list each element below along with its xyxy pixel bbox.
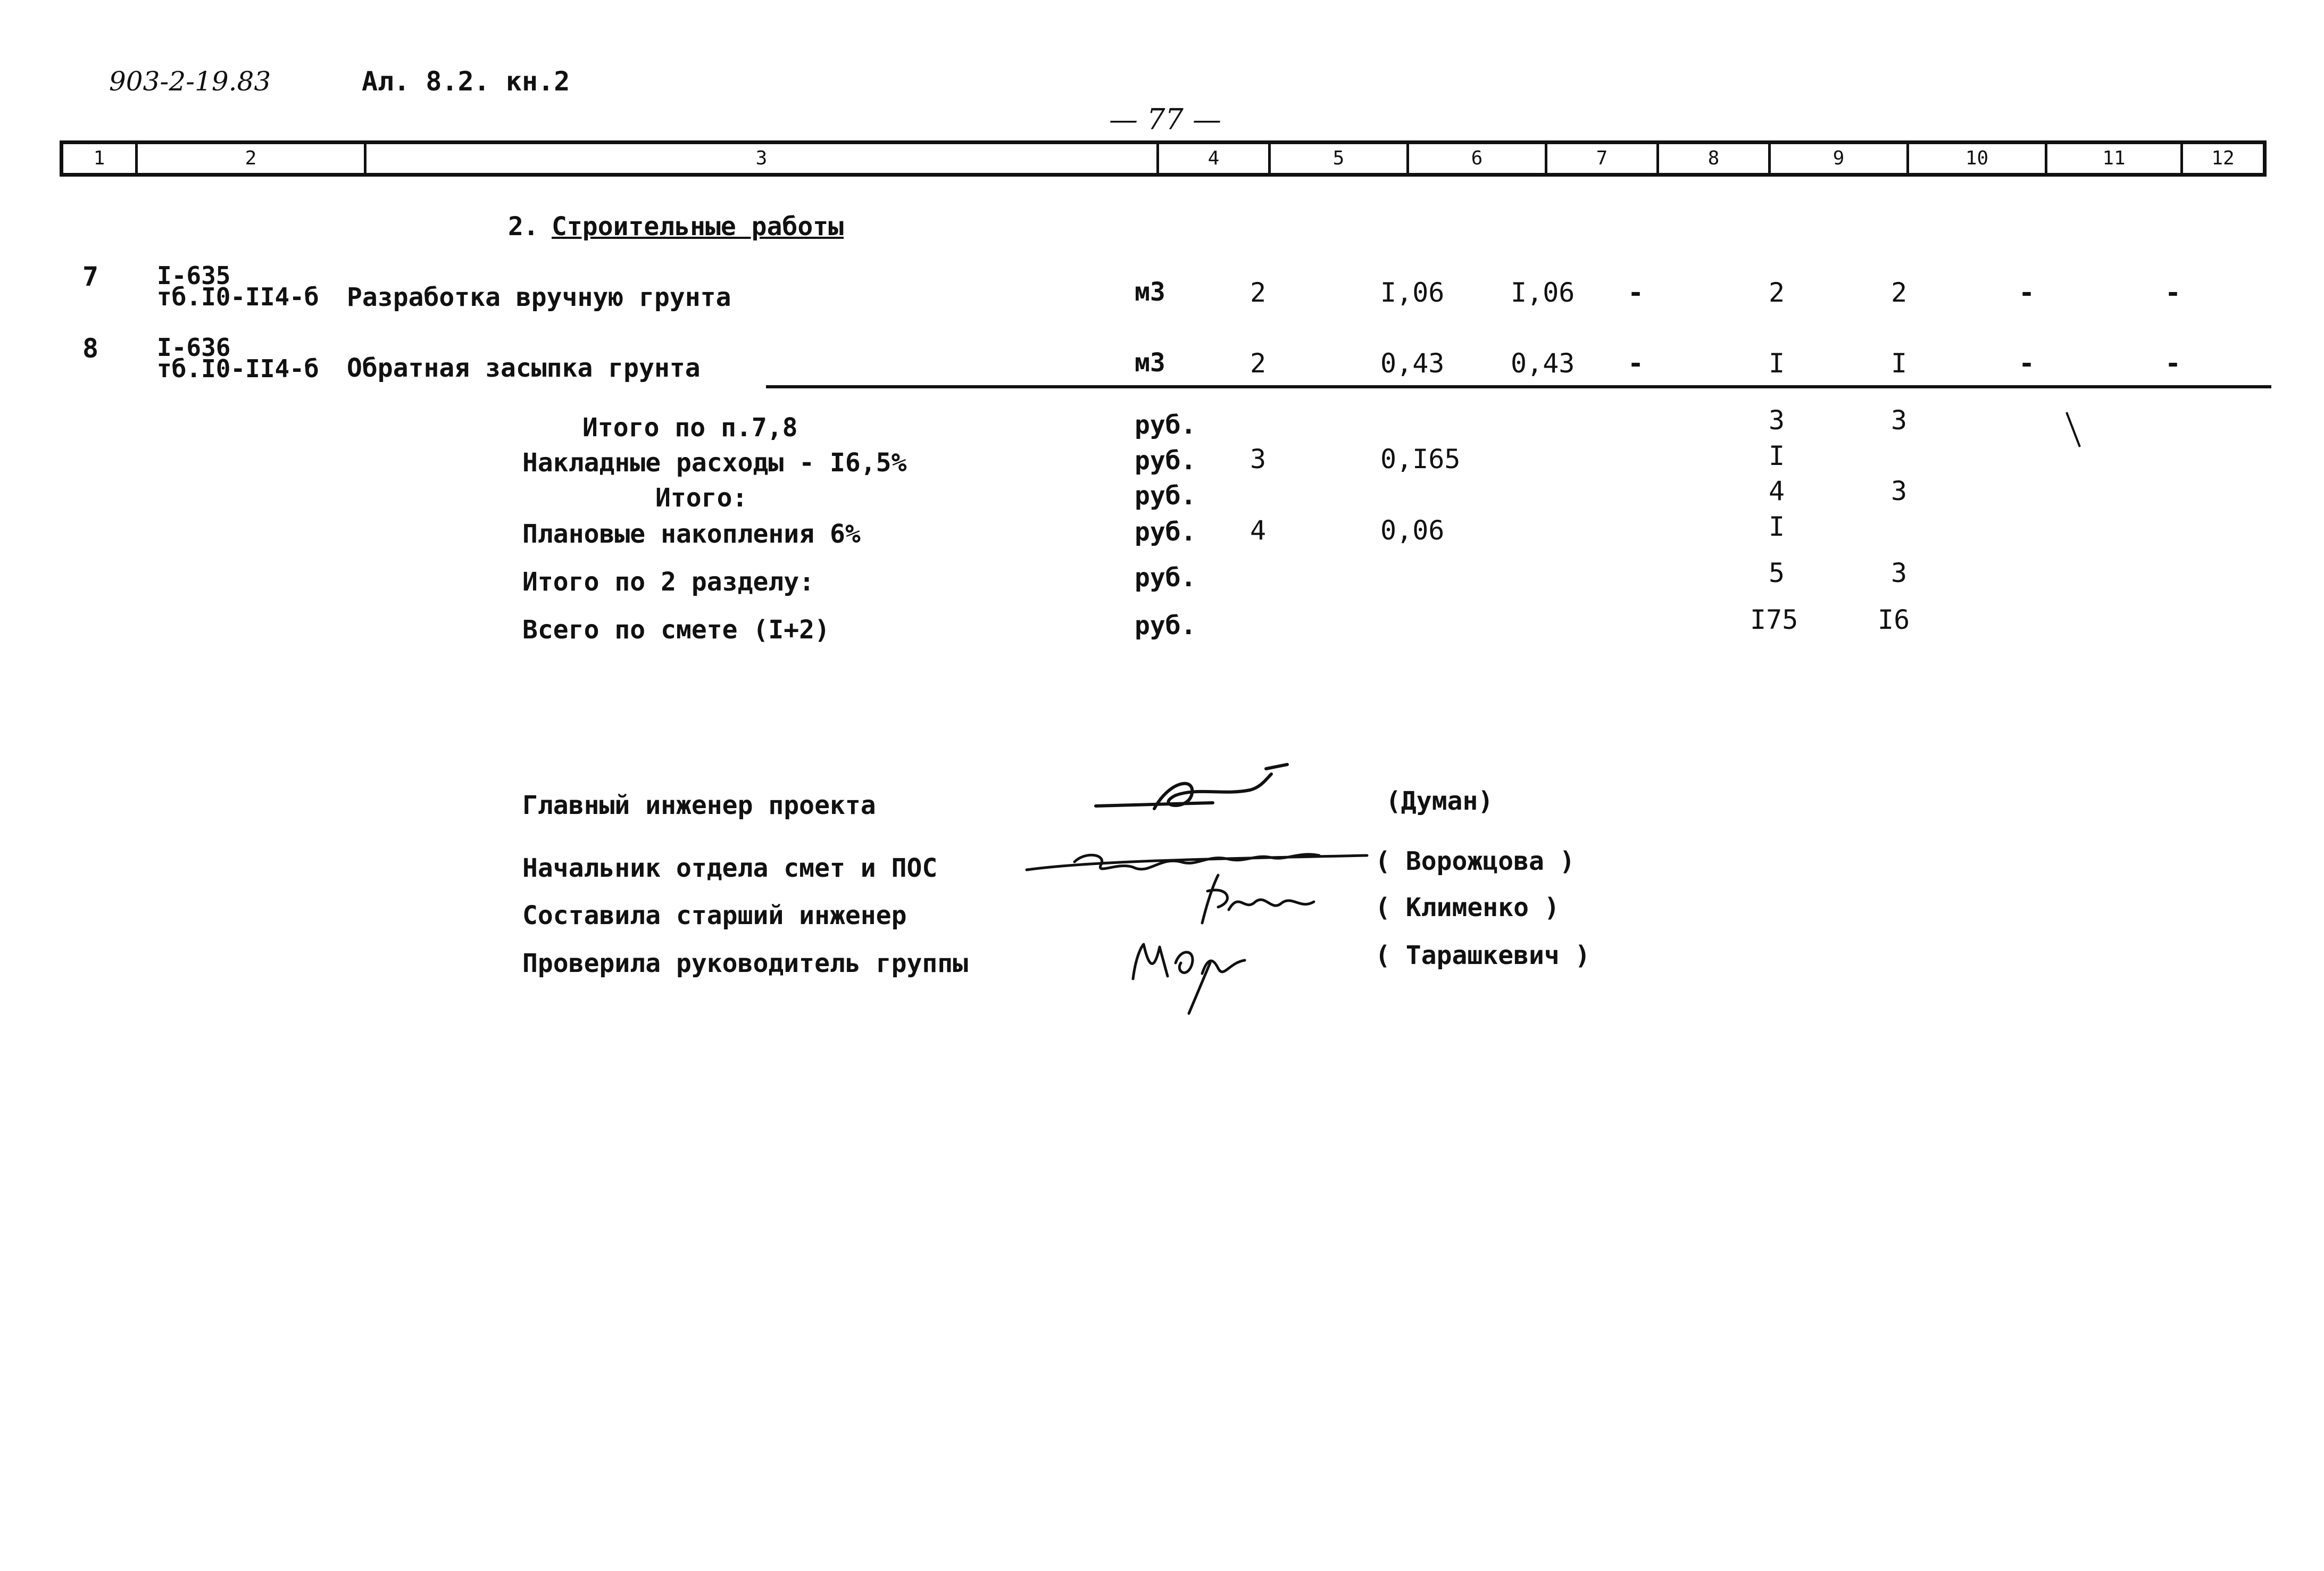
total-unit: руб. xyxy=(1135,611,1196,641)
row-col5: 2 xyxy=(1250,348,1267,379)
document-code: 903-2-19.83 xyxy=(109,66,271,97)
total-label: Плановые накопления 6% xyxy=(522,519,861,549)
row-col12: - xyxy=(2165,277,2181,308)
row-col12: - xyxy=(2165,348,2181,379)
total-col9: 5 xyxy=(1769,558,1785,588)
row-col7: 0,43 xyxy=(1511,348,1575,379)
section-number: 2. xyxy=(508,212,539,242)
row-col8: - xyxy=(1628,348,1644,379)
row-col7: I,06 xyxy=(1511,277,1575,308)
total-col10: 3 xyxy=(1891,405,1907,436)
totals-separator xyxy=(766,385,2271,388)
total-col9: I xyxy=(1769,511,1785,542)
row-name: Обратная засыпка грунта xyxy=(347,353,701,383)
signature-role: Проверила руководитель группы xyxy=(522,949,969,978)
signature-name: ( Клименко ) xyxy=(1375,893,1560,922)
total-label: Накладные расходы - I6,5% xyxy=(522,448,907,478)
row-name: Разработка вручную грунта xyxy=(347,282,731,312)
row-col10: 2 xyxy=(1891,277,1907,308)
column-header: 2 xyxy=(138,144,366,173)
column-header: 10 xyxy=(1909,144,2047,173)
column-header: 1 xyxy=(63,144,138,173)
total-col6: 0,06 xyxy=(1380,515,1445,546)
column-header: 6 xyxy=(1409,144,1547,173)
total-col10: 3 xyxy=(1891,476,1907,506)
total-col5: 3 xyxy=(1250,444,1267,475)
total-unit: руб. xyxy=(1135,410,1196,440)
total-unit: руб. xyxy=(1135,481,1196,511)
row-number: 8 xyxy=(82,333,99,364)
total-label: Итого: xyxy=(655,483,748,513)
column-header: 4 xyxy=(1159,144,1271,173)
row-col6: I,06 xyxy=(1380,277,1445,308)
row-unit: м3 xyxy=(1135,348,1165,378)
row-number: 7 xyxy=(82,261,99,292)
row-col10: I xyxy=(1891,348,1907,379)
row-col9: 2 xyxy=(1769,277,1785,308)
total-col6: 0,I65 xyxy=(1380,444,1461,475)
total-unit: руб. xyxy=(1135,446,1196,476)
row-col8: - xyxy=(1628,277,1644,308)
column-header: 8 xyxy=(1659,144,1771,173)
signature-scribble-3 xyxy=(1186,870,1325,928)
section-title: Строительные работы xyxy=(552,212,844,242)
total-label: Всего по смете (I+2) xyxy=(522,615,830,645)
column-header: 12 xyxy=(2211,147,2235,169)
row-code: I-635 xyxy=(157,261,231,290)
total-col9: 4 xyxy=(1769,476,1785,506)
signature-role: Главный инженер проекта xyxy=(522,791,876,820)
total-col5: 4 xyxy=(1250,515,1267,546)
row-table-ref: тб.I0-II4-б xyxy=(157,282,319,311)
row-table-ref: тб.I0-II4-б xyxy=(157,354,319,383)
page-number: — 77 — xyxy=(1109,103,1222,136)
row-col11: - xyxy=(2019,348,2035,379)
column-header: 11 xyxy=(2047,144,2183,173)
row-col6: 0,43 xyxy=(1380,348,1445,379)
signature-name: ( Тарашкевич ) xyxy=(1375,941,1590,970)
total-col9: I75 xyxy=(1750,604,1798,635)
signature-role: Начальник отдела смет и ПОС xyxy=(522,853,938,883)
signature-name: (Думан) xyxy=(1386,786,1494,816)
signature-scribble-1 xyxy=(1090,758,1314,822)
total-label: Итого по п.7,8 xyxy=(582,413,798,443)
row-col11: - xyxy=(2019,277,2035,308)
scan-mark xyxy=(2064,410,2085,452)
total-col9: 3 xyxy=(1769,405,1785,436)
album-reference: Ал. 8.2. кн.2 xyxy=(362,66,570,97)
total-label: Итого по 2 разделу: xyxy=(522,567,815,597)
column-header: 3 xyxy=(366,144,1159,173)
column-header-row xyxy=(60,140,2267,177)
total-col10: I6 xyxy=(1878,604,1910,635)
row-col5: 2 xyxy=(1250,277,1267,308)
total-unit: руб. xyxy=(1135,517,1196,547)
column-header: 5 xyxy=(1271,144,1409,173)
total-col9: I xyxy=(1769,440,1785,471)
signature-scribble-4 xyxy=(1122,926,1271,1016)
row-code: I-636 xyxy=(157,333,231,362)
total-col10: 3 xyxy=(1891,558,1907,588)
column-header: 7 xyxy=(1547,144,1659,173)
column-header: 9 xyxy=(1771,144,1909,173)
signature-name: ( Ворожцова ) xyxy=(1375,846,1575,876)
signature-role: Составила старший инженер xyxy=(522,901,907,930)
row-col9: I xyxy=(1769,348,1785,379)
total-unit: руб. xyxy=(1135,563,1196,593)
row-unit: м3 xyxy=(1135,277,1165,307)
